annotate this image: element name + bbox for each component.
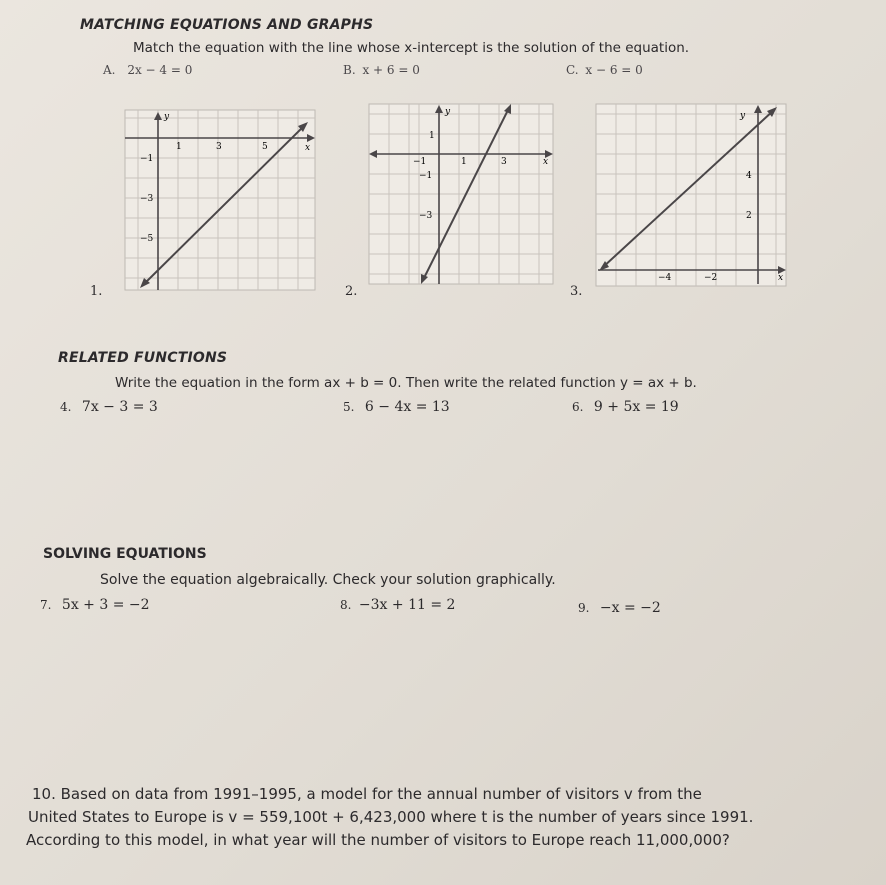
word-problem-line-2: United States to Europe is v = 559,100t + 6,423,000 where t is the number of years since 1991.: [28, 808, 754, 826]
problem-8: [340, 597, 455, 613]
option-c-label: C.: [566, 63, 579, 77]
problem-7: [40, 597, 150, 613]
graph-2-number: 2.: [345, 284, 358, 299]
graph-2-y-tick-neg1: −1: [419, 171, 433, 181]
problem-9-number: 9.: [578, 601, 590, 615]
problem-9-equation: −x = −2: [599, 600, 661, 616]
problem-5-number: 5.: [343, 400, 355, 414]
graph-1-y-tick-neg1: −1: [140, 154, 154, 164]
graph-1-y-label: y: [164, 112, 170, 122]
graph-3-x-label: x: [778, 273, 784, 283]
matching-title: MATCHING EQUATIONS AND GRAPHS: [80, 17, 374, 33]
graph-3-y-tick-2: 2: [746, 211, 752, 221]
problem-6-number: 6.: [572, 400, 584, 414]
solving-instruction: Solve the equation algebraically. Check your solution graphically.: [100, 572, 556, 588]
problem-4-number: 4.: [60, 400, 72, 414]
graph-1-x-tick-3: 3: [216, 142, 222, 152]
graph-2-x-tick-3: 3: [501, 157, 507, 167]
problem-8-number: 8.: [340, 598, 352, 612]
graph-3: [592, 100, 792, 290]
problem-5-equation: 6 − 4x = 13: [364, 399, 450, 415]
related-title: RELATED FUNCTIONS: [58, 350, 228, 366]
problem-6-equation: 9 + 5x = 19: [593, 399, 679, 415]
graph-3-x-tick-neg4: −4: [658, 273, 672, 283]
word-problem-line-1: 10. Based on data from 1991–1995, a model for the annual number of visitors v from the: [32, 785, 702, 803]
graph-2-x-tick-neg1: −1: [413, 157, 427, 167]
graph-1-x-tick-5: 5: [262, 142, 268, 152]
graph-2-x-tick-1: 1: [461, 157, 467, 167]
option-b-label: B.: [343, 63, 356, 77]
solving-title: SOLVING EQUATIONS: [43, 546, 207, 562]
related-instruction: Write the equation in the form ax + b = 0. Then write the related function y = ax + b.: [115, 375, 697, 391]
problem-4: [60, 399, 158, 415]
graph-3-x-tick-neg2: −2: [704, 273, 718, 283]
graph-1-y-tick-neg3: −3: [140, 194, 154, 204]
option-c-equation: x − 6 = 0: [585, 63, 643, 77]
option-a-label: A.: [103, 63, 116, 77]
graph-3-y-label: y: [740, 111, 746, 121]
option-c: [566, 63, 643, 77]
option-b: [343, 63, 420, 77]
matching-instruction: Match the equation with the line whose x-intercept is the solution of the equation.: [133, 40, 690, 56]
graph-1-x-tick-1: 1: [176, 142, 182, 152]
option-a: [103, 63, 192, 77]
graph-2: [365, 100, 557, 290]
graph-2-y-tick-1: 1: [429, 131, 435, 141]
option-b-equation: x + 6 = 0: [362, 63, 420, 77]
problem-4-equation: 7x − 3 = 3: [81, 399, 158, 415]
graph-1: [120, 106, 320, 294]
problem-7-equation: 5x + 3 = −2: [61, 597, 150, 613]
problem-9: [578, 600, 661, 616]
word-problem-line-3: According to this model, in what year will the number of visitors to Europe reach 11,000,000?: [26, 831, 730, 849]
graph-1-x-label: x: [305, 143, 311, 153]
problem-8-equation: −3x + 11 = 2: [358, 597, 456, 613]
graph-2-y-tick-neg3: −3: [419, 211, 433, 221]
graph-2-x-label: x: [543, 157, 549, 167]
option-a-equation: 2x − 4 = 0: [127, 63, 193, 77]
problem-7-number: 7.: [40, 598, 52, 612]
graph-3-number: 3.: [570, 284, 583, 299]
graph-1-number: 1.: [90, 284, 103, 299]
problem-5: [343, 399, 450, 415]
graph-1-background: [125, 110, 315, 290]
problem-6: [572, 399, 679, 415]
graph-2-y-label: y: [445, 107, 451, 117]
graph-3-y-tick-4: 4: [746, 171, 752, 181]
graph-1-y-tick-neg5: −5: [140, 234, 154, 244]
